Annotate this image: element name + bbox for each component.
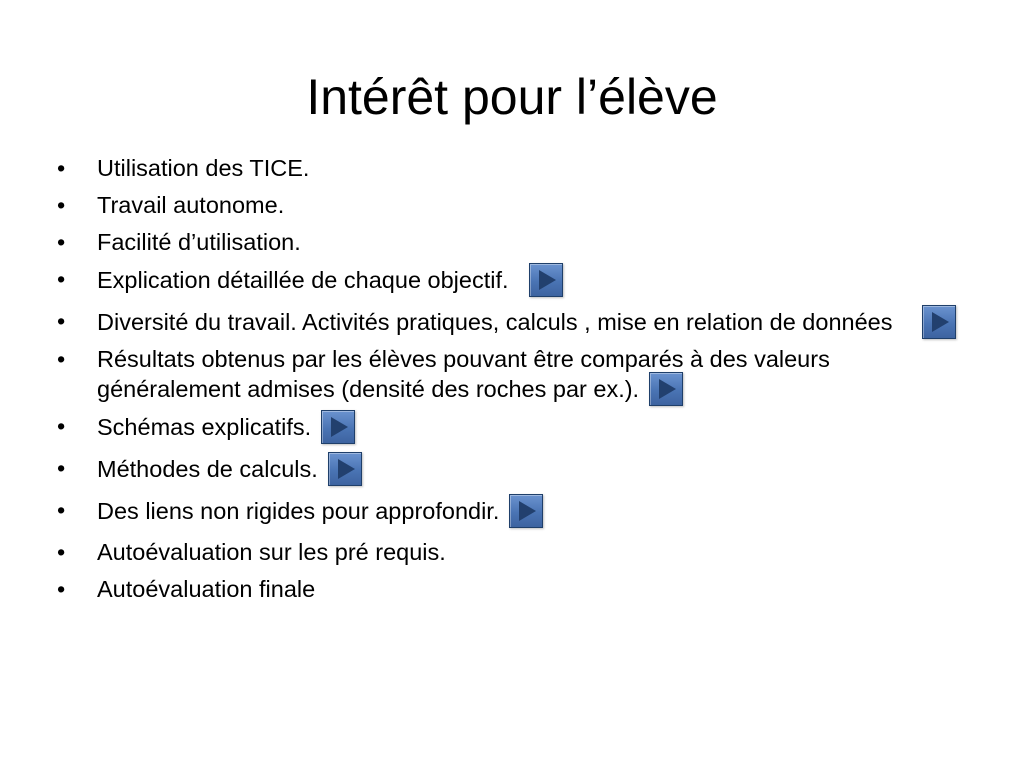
bullet-item <box>57 496 967 530</box>
play-arrow-icon[interactable] <box>321 410 355 444</box>
bullet-item <box>57 345 967 408</box>
bullet-dot: • <box>57 413 66 439</box>
arrow-triangle <box>331 417 348 437</box>
arrow-triangle <box>932 312 949 332</box>
bullet-dot: • <box>57 497 66 523</box>
bullet-text: Des liens non rigides pour approfondir. <box>97 498 500 525</box>
bullet-item <box>57 265 967 299</box>
bullet-text: Autoévaluation finale <box>97 576 316 602</box>
bullet-item <box>57 307 967 341</box>
bullet-dot: • <box>57 155 66 181</box>
bullet-item <box>57 154 967 183</box>
bullet-text: Méthodes de calculs. <box>97 456 318 483</box>
play-arrow-icon[interactable] <box>328 452 362 486</box>
arrow-triangle <box>338 459 355 479</box>
bullet-dot: • <box>57 539 66 565</box>
arrow-triangle <box>519 501 536 521</box>
bullet-text: Résultats obtenus par les élèves pouvant être comparés à des valeurs généralement admises (densité des roches par ex.). <box>97 346 830 403</box>
bullet-text: Utilisation des TICE. <box>97 155 310 181</box>
arrow-triangle <box>539 270 556 290</box>
play-arrow-icon[interactable] <box>922 305 956 339</box>
bullet-dot: • <box>57 229 66 255</box>
bullet-dot: • <box>57 192 66 218</box>
bullet-dot: • <box>57 455 66 481</box>
bullet-dot: • <box>57 576 66 602</box>
play-arrow-icon[interactable] <box>529 263 563 297</box>
slide-title: Intérêt pour l’élève <box>306 69 718 125</box>
bullet-item <box>57 454 967 488</box>
bullet-text: Autoévaluation sur les pré requis. <box>97 539 446 565</box>
bullet-dot: • <box>57 308 66 334</box>
bullet-text: Explication détaillée de chaque objectif. <box>97 267 509 294</box>
bullet-text: Facilité d’utilisation. <box>97 229 301 255</box>
arrow-triangle <box>659 379 676 399</box>
bullet-text: Schémas explicatifs. <box>97 414 312 441</box>
play-arrow-icon[interactable] <box>649 372 683 406</box>
bullet-item <box>57 575 967 604</box>
bullet-item <box>57 228 967 257</box>
bullet-item <box>57 412 967 446</box>
bullet-text: Diversité du travail. Activités pratiques, calculs , mise en relation de données <box>97 309 893 336</box>
bullet-text: Travail autonome. <box>97 192 285 218</box>
bullet-dot: • <box>57 346 66 372</box>
bullet-dot: • <box>57 266 66 292</box>
bullet-item <box>57 538 967 567</box>
bullet-list <box>57 154 967 612</box>
bullet-item <box>57 191 967 220</box>
play-arrow-icon[interactable] <box>509 494 543 528</box>
